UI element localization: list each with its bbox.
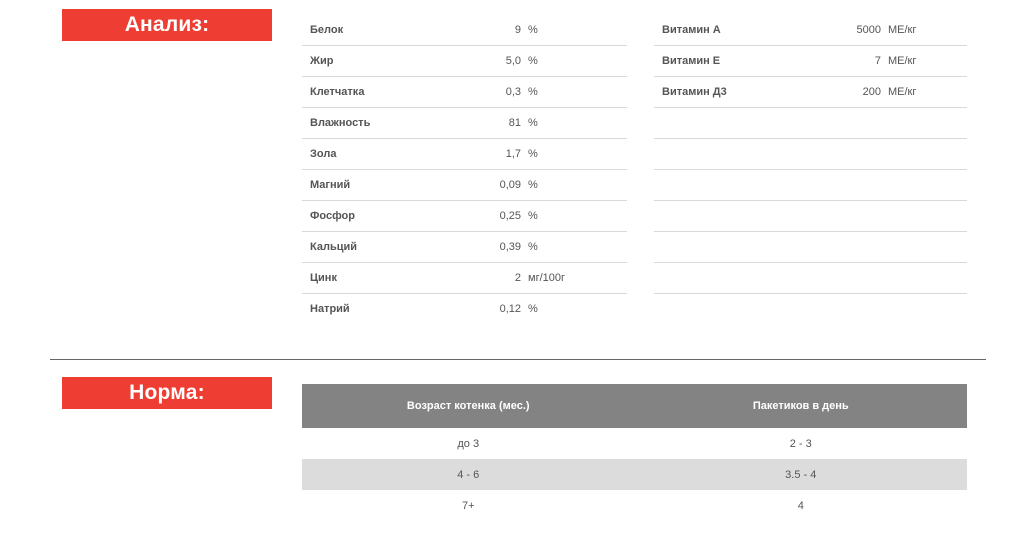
packets-cell: 4 — [797, 499, 804, 512]
nutrient-name: Натрий — [310, 303, 350, 315]
feeding-table-header — [302, 384, 967, 428]
nutrient-row — [302, 139, 627, 170]
vitamin-table-right — [654, 15, 967, 294]
nutrient-unit: % — [528, 303, 538, 315]
nutrient-name: Кальций — [310, 241, 358, 253]
nutrient-row — [302, 77, 627, 108]
vitamin-unit: МЕ/кг — [888, 24, 917, 36]
vitamin-name: Витамин Е — [662, 55, 721, 67]
vitamin-value: 5000 — [856, 24, 881, 36]
header-packets: Пакетиков в день — [752, 400, 849, 412]
nutrient-value: 0,39 — [499, 241, 521, 253]
table-row — [302, 428, 967, 459]
nutrient-value: 81 — [508, 117, 521, 129]
nutrient-unit: % — [528, 55, 538, 67]
nutrient-value: 2 — [514, 272, 521, 284]
nutrient-unit: % — [528, 179, 538, 191]
nutrient-unit: % — [528, 210, 538, 222]
nutrient-table-left — [302, 15, 627, 324]
nutrient-value: 0,25 — [499, 210, 521, 222]
header-age: Возраст котенка (мес.) — [406, 400, 530, 412]
vitamin-unit: МЕ/кг — [888, 86, 917, 98]
vitamin-unit: МЕ/кг — [888, 55, 917, 67]
nutrient-row — [302, 232, 627, 263]
nutrient-unit: % — [528, 241, 538, 253]
nutrient-unit: % — [528, 117, 538, 129]
nutrient-name: Белок — [310, 24, 344, 36]
age-cell: до 3 — [457, 437, 480, 450]
age-cell: 7+ — [461, 499, 475, 512]
nutrient-row — [302, 170, 627, 201]
nutrient-unit: % — [528, 24, 538, 36]
nutrient-name: Влажность — [310, 117, 371, 129]
vitamin-value: 200 — [862, 86, 881, 98]
vitamin-row-empty — [654, 108, 967, 139]
nutrient-row — [302, 15, 627, 46]
nutrient-row — [302, 263, 627, 294]
nutrient-name: Зола — [310, 148, 337, 160]
table-row — [302, 490, 967, 521]
vitamin-name: Витамин А — [662, 24, 721, 36]
vitamin-row-empty — [654, 170, 967, 201]
packets-cell: 2 - 3 — [789, 437, 812, 450]
nutrient-row — [302, 46, 627, 77]
vitamin-name: Витамин Д3 — [662, 86, 727, 98]
nutrient-name: Жир — [310, 55, 334, 67]
nutrient-value: 0,3 — [505, 86, 521, 98]
feeding-table — [302, 384, 967, 521]
table-row — [302, 459, 967, 490]
nutrient-name: Клетчатка — [310, 86, 365, 98]
vitamin-row-empty — [654, 263, 967, 294]
nutrient-name: Цинк — [310, 272, 337, 284]
vitamin-row — [654, 46, 967, 77]
nutrient-unit: мг/100г — [528, 272, 565, 284]
nutrient-row — [302, 108, 627, 139]
nutrient-name: Фосфор — [310, 210, 355, 222]
vitamin-value: 7 — [874, 55, 881, 67]
age-cell: 4 - 6 — [457, 468, 480, 481]
vitamin-row-empty — [654, 201, 967, 232]
norma-heading: Норма: — [62, 377, 272, 409]
vitamin-row — [654, 77, 967, 108]
nutrient-row — [302, 294, 627, 324]
nutrient-name: Магний — [310, 179, 351, 191]
nutrient-value: 0,09 — [499, 179, 521, 191]
vitamin-row — [654, 15, 967, 46]
nutrient-unit: % — [528, 86, 538, 98]
nutrient-value: 0,12 — [499, 303, 521, 315]
nutrient-row — [302, 201, 627, 232]
nutrient-value: 9 — [514, 24, 521, 36]
nutrient-value: 5,0 — [505, 55, 521, 67]
nutrient-value: 1,7 — [505, 148, 521, 160]
nutrient-unit: % — [528, 148, 538, 160]
analysis-heading: Анализ: — [62, 9, 272, 41]
section-divider — [50, 359, 986, 360]
vitamin-row-empty — [654, 232, 967, 263]
vitamin-row-empty — [654, 139, 967, 170]
packets-cell: 3.5 - 4 — [785, 468, 817, 481]
